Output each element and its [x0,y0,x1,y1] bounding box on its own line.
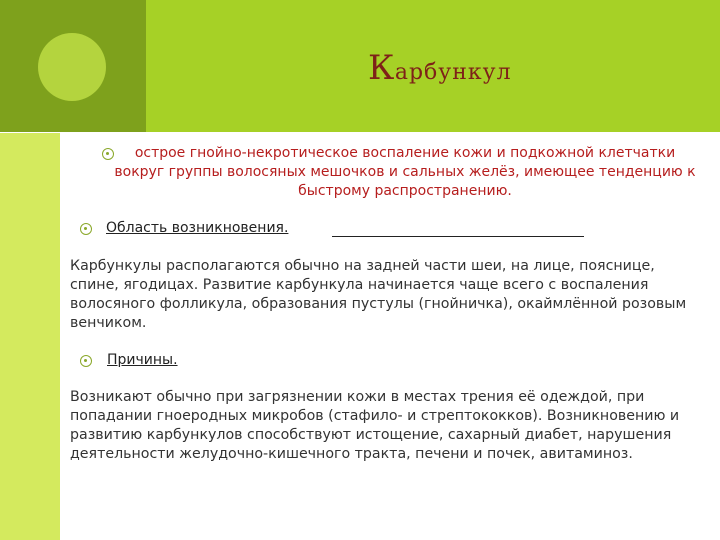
paragraph-reasons: Возникают обычно при загрязнении кожи в местах трения её одеждой, при попадании гноеродных микробов (стафило- и стрептококков). Возникновению и развитию карбункулов способствуют истощение, сахарный диабет, нарушения деятельности желудочно-кишечного тракта, печени и почек, авитаминоз. [70,389,680,462]
slide-title [368,48,512,88]
title-first-letter: К [368,48,395,88]
heading-reasons: Причины. [107,352,178,368]
definition-text: острое гнойно-некротическое воспаление кожи и подкожной клетчатки вокруг группы волосяных мешочков и сальных желёз, имеющее тенденцию к быстрому распространению. [114,145,696,199]
title-rest: арбункул [394,60,512,85]
paragraph-area: Карбункулы располагаются обычно на задней части шеи, на лице, пояснице, спине, ягодицах. Развитие карбункула начинается чаще всего с воспаления волосяного фолликула, образования пустулы (гнойничка), окаймлённой розовым венчиком. [70,258,687,331]
heading-underline [332,236,584,237]
bullet-icon [80,223,92,235]
bullet-icon [80,355,92,367]
decorative-circle [38,33,106,101]
heading-area: Область возникновения. [106,220,289,236]
